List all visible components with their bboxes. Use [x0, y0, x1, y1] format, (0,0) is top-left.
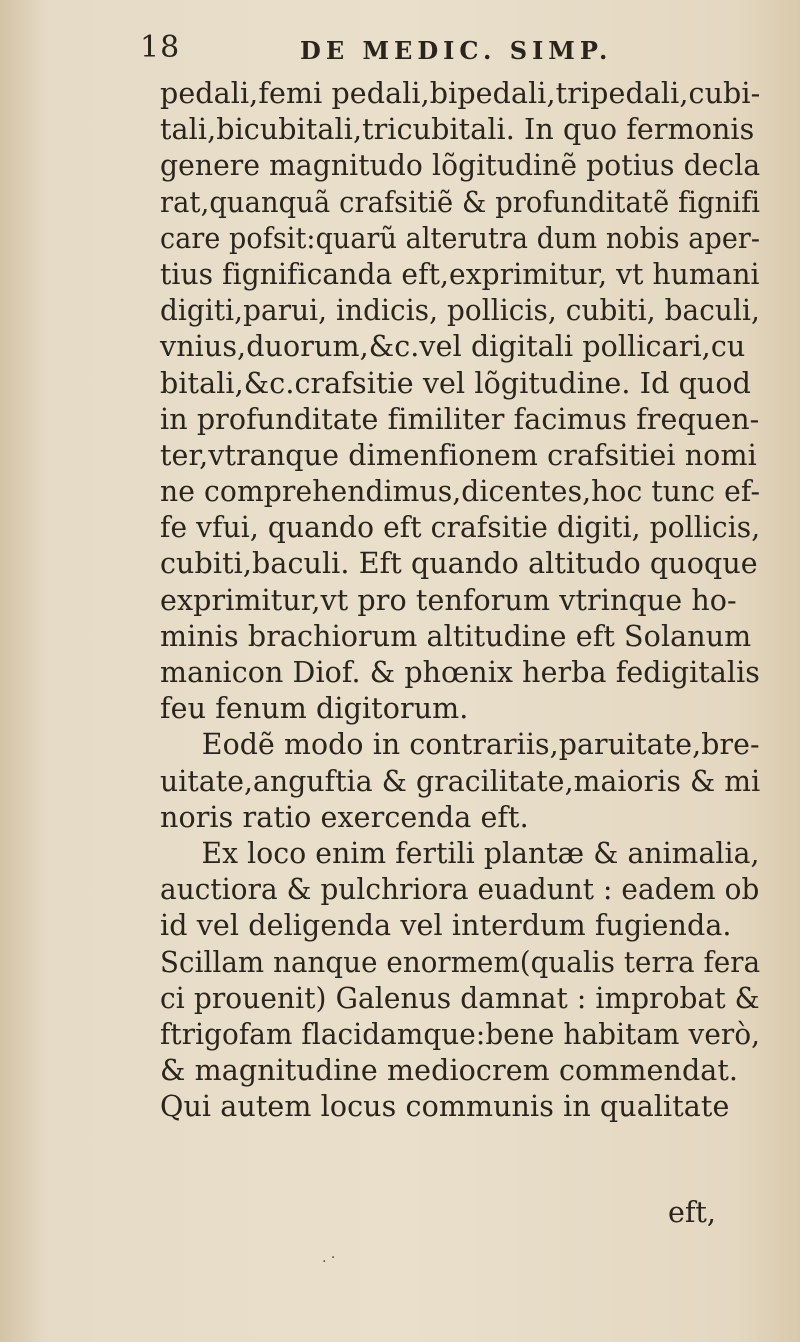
- running-head: DE MEDIC. SIMP.: [300, 36, 613, 65]
- text-line: tali,bicubitali,tricubitali. In quo fermonis: [160, 113, 755, 147]
- body-text: [160, 76, 760, 1125]
- text-line: ci prouenit) Galenus damnat : improbat &: [160, 981, 760, 1015]
- text-line: auctiora & pulchriora euadunt : eadem ob: [160, 873, 760, 907]
- text-line: Qui autem locus communis in qualitate: [160, 1090, 730, 1124]
- page-number: 18: [140, 30, 181, 65]
- text-line: pedali,femi pedali,bipedali,tripedali,cubi-: [160, 77, 761, 110]
- text-line: ter,vtranque dimenfionem crafsitiei nomi: [160, 438, 757, 472]
- text-line: fe vfui, quando eft crafsitie digiti, pollicis,: [160, 511, 761, 545]
- text-line: vnius,duorum,&c.vel digitali pollicari,cu: [160, 330, 746, 364]
- text-line: rat,quanquã crafsitiẽ & profunditatẽ fignifi: [160, 185, 761, 219]
- text-line: genere magnitudo lõgitudinẽ potius decla: [160, 149, 761, 183]
- text-line: in profunditate fimiliter facimus frequen-: [160, 402, 760, 436]
- text-line: ftrigofam flacidamque:bene habitam verò,: [160, 1017, 761, 1051]
- text-line: Scillam nanque enormem(qualis terra fera: [160, 945, 761, 979]
- ink-specks: . ·: [322, 1250, 336, 1266]
- text-line: digiti,parui, indicis, pollicis, cubiti, baculi,: [160, 294, 760, 328]
- text-line: Ex loco enim fertili plantæ & animalia,: [201, 836, 760, 870]
- text-line: Eodẽ modo in contrariis,paruitate,bre-: [201, 728, 760, 762]
- text-line: minis brachiorum altitudine eft Solanum: [160, 619, 752, 653]
- text-line: care pofsit:quarũ alterutra dum nobis aper-: [160, 221, 761, 255]
- text-line: noris ratio exercenda eft.: [160, 800, 529, 834]
- text-line: feu fenum digitorum.: [160, 692, 469, 726]
- text-line: tius fignificanda eft,exprimitur, vt humani: [160, 257, 760, 291]
- text-line: manicon Diof. & phœnix herba fedigitalis: [160, 656, 760, 689]
- text-line: exprimitur,vt pro tenforum vtrinque ho-: [160, 583, 737, 617]
- text-line: uitate,anguftia & gracilitate,maioris & mi: [160, 764, 761, 798]
- catchword: eft,: [668, 1196, 716, 1229]
- text-line: id vel deligenda vel interdum fugienda.: [160, 909, 732, 943]
- text-line: bitali,&c.crafsitie vel lõgitudine. Id quod: [160, 366, 751, 400]
- text-line: ne comprehendimus,dicentes,hoc tunc ef-: [160, 475, 761, 509]
- text-line: cubiti,baculi. Eft quando altitudo quoque: [160, 547, 758, 581]
- text-line: & magnitudine mediocrem commendat.: [160, 1054, 739, 1088]
